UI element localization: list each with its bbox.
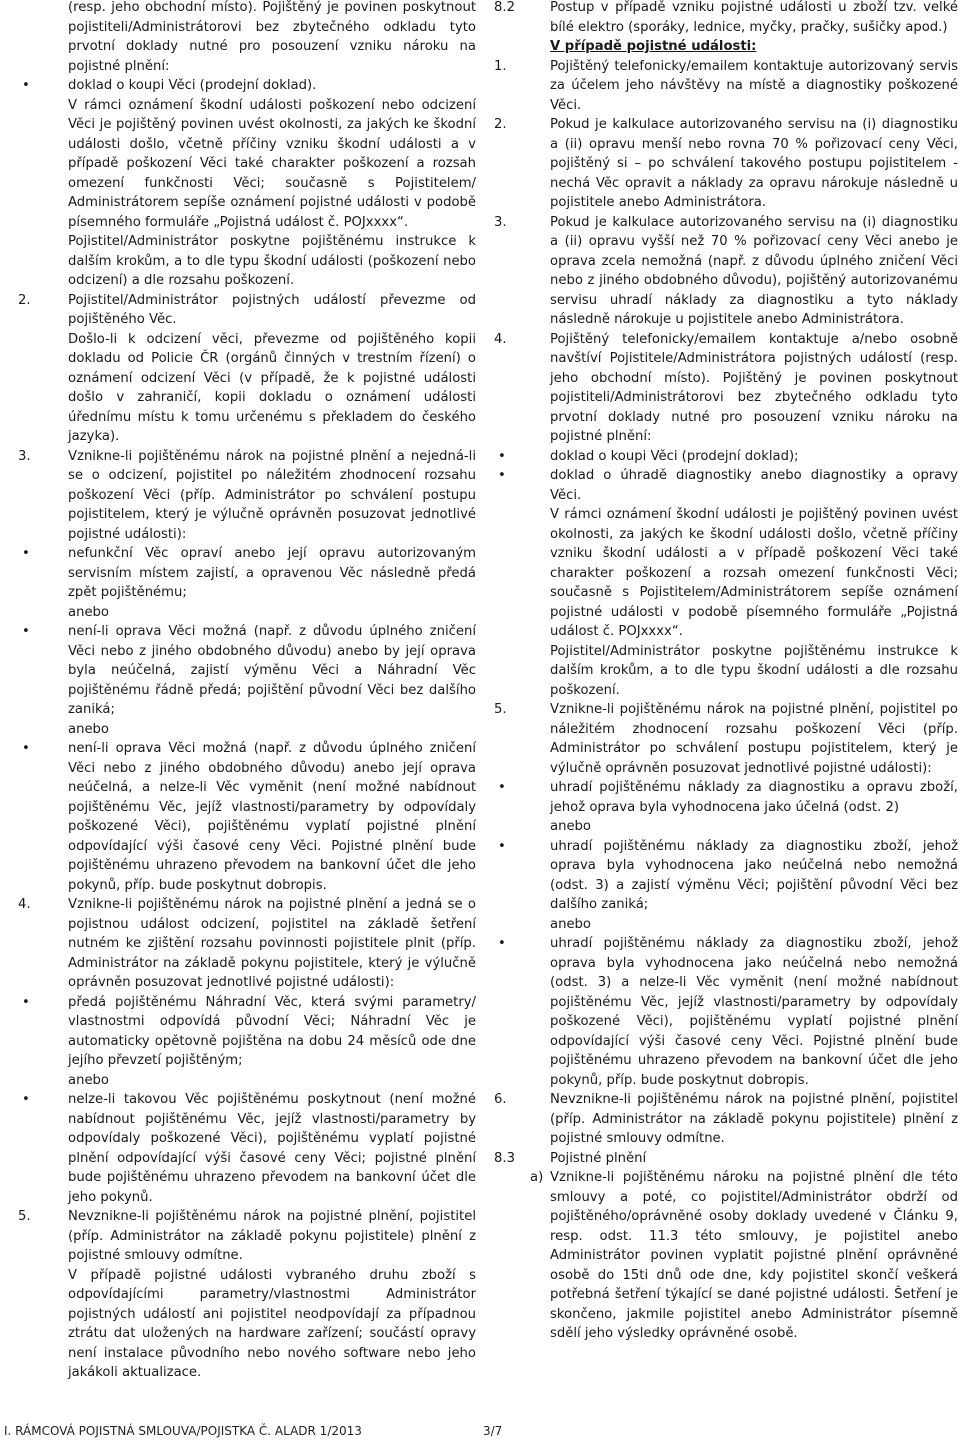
- item-text: Pojistné plnění: [550, 1150, 647, 1166]
- paragraph: [18, 0, 476, 76]
- bullet-marker: •: [498, 468, 506, 483]
- item-number: 8.2: [494, 0, 515, 15]
- numbered-item: [494, 115, 958, 213]
- left-column: [18, 0, 476, 1383]
- item-text: Pojištěný telefonicky/emailem kontaktuje autorizovaný servis za účelem jeho návštěvy na místě a diagnostiky poškozené Věci.: [550, 58, 958, 113]
- numbered-item: [18, 895, 476, 993]
- numbered-item: [494, 1090, 958, 1149]
- item-text: (resp. jeho obchodní místo). Pojištěný je povinen poskytnout pojistiteli/Administrátorovi bez zbytečného odkladu tyto prvotní doklady nutné pro posouzení vzniku nároku na pojistné plnění:: [68, 0, 476, 74]
- item-text: V rámci oznámení škodní události je pojištěný povinen uvést okolnosti, za jakých ke škodní události došlo, včetně příčiny vzniku škodní události a v případě poškození Věci také charakter poškození a rozsah omezení funkčnosti Věci; současně s Pojistitelem/Administrátorem sepíše oznámení pojistné události v podobě písemného formuláře „Pojistná událost č. POJxxxx“.: [550, 507, 958, 639]
- item-text: nelze-li takovou Věc pojištěnému poskytnout (není možné nabídnout pojištěnému Věc, jejíž vlastnosti/parametry by odpovídaly poškozené Věci), pojištěnému vyplatí pojistné plnění odpovídající výši časové ceny Věci; pojistné plnění bude pojištěnému uhrazeno převodem na bankovní účet dle jeho pokynů.: [68, 1092, 476, 1205]
- right-column: [494, 0, 958, 1344]
- item-text: anebo: [68, 1072, 109, 1088]
- section-subheading: V případě pojistné události:: [550, 39, 757, 54]
- numbered-item: [494, 1149, 958, 1169]
- item-text: není-li oprava Věci možná (např. z důvodu úplného zničení Věci nebo z jiného obdobného důvodu) anebo její oprava neúčelná, a nelze-li Věc vyměnit (není možné nabídnout pojištěnému Věc, jejíž vlastnosti/parametry by odpovídaly poškozené Věci), pojištěnému vyplatí pojistné plnění odpovídající výši časové ceny Věci. Pojistné plnění bude pojištěnému uhrazeno převodem na bankovní účet dle jeho pokynů, příp. bude poskytnut dobropis.: [68, 741, 476, 893]
- bullet-marker: •: [22, 78, 30, 93]
- numbered-item: [494, 57, 958, 116]
- item-number: 1.: [494, 58, 507, 74]
- item-text: V rámci oznámení škodní události poškození nebo odcizení Věci je pojištěný povinen uvést okolnosti, za jakých ke škodní události došlo, včetně příčiny vzniku škodní události a v případě poškození Věci také charakter poškození a rozsah omezení funkčnosti Věci; současně s Pojistitelem/ Administrátorem sepíše oznámení pojistné události v podobě písemného formuláře „Pojistná událost č. POJxxxx“.: [68, 97, 476, 230]
- footer-document-title: I. RÁMCOVÁ POJISTNÁ SMLOUVA/POJISTKA Č. ALADR 1/2013: [4, 1424, 362, 1438]
- bullet-marker: •: [22, 1092, 30, 1107]
- bullet-item: [494, 778, 958, 837]
- bullet-item: [18, 544, 476, 622]
- bullet-item: [18, 1090, 476, 1207]
- item-text: doklad o koupi Věci (prodejní doklad);: [550, 448, 799, 464]
- numbered-item: [18, 447, 476, 545]
- item-text: nefunkční Věc opraví anebo její opravu autorizovaným servisním místem zajistí, a opravenou Věc následně předá zpět pojištěnému;: [68, 546, 476, 600]
- bullet-marker: •: [22, 624, 30, 639]
- bullet-marker: •: [498, 780, 506, 795]
- item-text: Vznikne-li pojištěnému nárok na pojistné plnění a jedná se o pojistnou událost odcizení, pojistitel na základě šetření nutném ke zjištění rozsahu povinnosti pojistitele plnit (příp. Administrátor na základě pokynu pojistitele, který je výlučně oprávněn posuzovat jednotlivé pojistné události):: [68, 897, 476, 990]
- item-text: anebo: [550, 819, 591, 834]
- item-text: Pokud je kalkulace autorizovaného servisu na (i) diagnostiku a (ii) opravu menší nebo rovna 70 % pořizovací ceny Věci, pojištěný si – po schválení takového postupu pojistitelem - nechá Věc opravit a náklady za opravu nárokuje následně u pojistitele anebo Administrátora.: [550, 117, 958, 210]
- footer-page-number: 3/7: [483, 1424, 503, 1438]
- item-text: Vznikne-li pojištěnému nároku na pojistné plnění dle této smlouvy a poté, co pojistitel/Administrátor obdrží od pojištěného/oprávněné osoby doklady uvedené v Článku 9, resp. odst. 11.3 této smlouvy, je pojistitel anebo Administrátor povinen vyplatit pojistné plnění oprávněné osobě do 15ti dnů ode dne, kdy pojistitel skončí veškerá potřebná šetření týkající se dané pojistné události. Šetření je skončeno, jakmile pojistitel anebo Administrátor písemně sdělí jeho výsledky oprávněné osobě.: [550, 1170, 958, 1341]
- item-number: 4.: [494, 331, 507, 347]
- item-text: Pokud je kalkulace autorizovaného servisu na (i) diagnostiku a (ii) opravu vyšší než 70 % pořizovací ceny Věci anebo je oprava zcela nemožná (např. z důvodu úplného zničení Věci nebo z jiného obdobného důvodu), pojištěný autorizovanému servisu uhradí náklady za diagnostiku a tyto náklady následně nárokuje u pojistitele anebo Administrátora.: [550, 214, 958, 327]
- item-text: není-li oprava Věci možná (např. z důvodu úplného zničení Věci nebo z jiného obdobného důvodu) anebo by její oprava byla neúčelná, zajistí výměnu Věci a Náhradní Věc pojištěnému řádně předá; pojištění původní Věci bez dalšího zaniká;: [68, 624, 476, 717]
- item-number: 3.: [18, 448, 31, 464]
- item-number: 2.: [494, 117, 507, 132]
- bullet-item: [494, 934, 958, 1090]
- item-text: doklad o koupi Věci (prodejní doklad).: [68, 78, 317, 93]
- paragraph: [18, 96, 476, 291]
- item-number: 8.3: [494, 1150, 515, 1166]
- item-number: 3.: [494, 214, 507, 230]
- item-text: Vznikne-li pojištěnému nárok na pojistné plnění, pojistitel po náležitém zhodnocení rozsahu poškození Věci (příp. Administrátor po schválení postupu pojistitelem, který je výlučně oprávněn posuzovat jednotlivé pojistné události):: [550, 702, 958, 776]
- item-number: 6.: [494, 1092, 507, 1107]
- paragraph: [494, 505, 958, 700]
- item-number: a): [530, 1170, 544, 1185]
- item-text: předá pojištěnému Náhradní Věc, která svými parametry/ vlastnostmi odpovídá původní Věci; Náhradní Věc je automaticky opětovně pojištěna na dobu 24 měsíců ode dne jejího převzetí pojištěným;: [68, 994, 476, 1068]
- item-number: 2.: [18, 292, 31, 308]
- item-text: uhradí pojištěnému náklady za diagnostiku zboží, jehož oprava byla vyhodnocena jako neúčelná nebo nemožná (odst. 3) a nelze-li Věc vyměnit (není možné nabídnout pojištěnému Věc, jejíž vlastnosti/parametry by odpovídaly poškozené Věci), pojištěnému vyplatí pojistné plnění odpovídající výši časové ceny Věci. Pojistné plnění bude pojištěnému uhrazeno převodem na bankovní účet dle jeho pokynů, příp. bude poskytnut dobropis.: [550, 936, 958, 1088]
- bullet-item: [494, 837, 958, 935]
- item-text: Pojistitel/Administrátor poskytne pojištěnému instrukce k dalším krokům, a to dle typu škodní události a dle rozsahu poškození.: [550, 643, 958, 698]
- item-text: anebo: [550, 916, 591, 932]
- item-text: Pojistitel/Administrátor poskytne pojištěnému instrukce k dalším krokům, a to dle typu škodní události (poškození nebo odcizení) a dle rozsahu poškození.: [68, 234, 476, 288]
- paragraph: [494, 37, 958, 57]
- numbered-item: [494, 1168, 958, 1344]
- item-text: uhradí pojištěnému náklady za diagnostiku a opravu zboží, jehož oprava byla vyhodnocena jako účelná (odst. 2): [550, 780, 958, 815]
- bullet-item: [18, 76, 476, 96]
- item-text: Došlo-li k odcizení věci, převezme od pojištěného kopii dokladu od Policie ČR (orgánů činných v trestním řízení) o oznámení odcizení Věci (v případě, že k pojistné události došlo v zahraničí, kopii dokladu o oznámení události úřednímu místu k tomu určenému s překladem do českého jazyka).: [68, 331, 476, 444]
- bullet-marker: •: [22, 546, 30, 561]
- bullet-item: [18, 993, 476, 1091]
- numbered-item: [494, 213, 958, 330]
- item-number: 5.: [494, 702, 507, 717]
- item-text: Vznikne-li pojištěnému nárok na pojistné plnění a nejedná-li se o odcizení, pojistitel po náležitém zhodnocení rozsahu poškození Věci (příp. Administrátor po schválení postupu pojistitelem, který je výlučně oprávněn posuzovat jednotlivé pojistné události):: [68, 448, 476, 542]
- item-number: 4.: [18, 897, 31, 912]
- item-text: Postup v případě vzniku pojistné události u zboží tzv. velké bílé elektro (sporáky, lednice, myčky, pračky, sušičky apod.): [550, 0, 958, 35]
- numbered-item: [494, 330, 958, 447]
- bullet-marker: •: [22, 741, 30, 756]
- item-text: Nevznikne-li pojištěnému nárok na pojistné plnění, pojistitel (příp. Administrátor na základě pokynu pojistitele) plnění z pojistné smlouvy odmítne.: [68, 1209, 476, 1263]
- bullet-marker: •: [498, 448, 506, 464]
- item-text: anebo: [68, 721, 109, 737]
- item-text: uhradí pojištěnému náklady za diagnostiku zboží, jehož oprava byla vyhodnocena jako neúčelná nebo nemožná (odst. 3) a zajistí výměnu Věci; pojištění původní Věci bez dalšího zaniká;: [550, 838, 958, 912]
- item-number: 5.: [18, 1209, 31, 1224]
- item-text: doklad o úhradě diagnostiky anebo diagnostiky a opravy Věci.: [550, 468, 958, 503]
- bullet-item: [494, 447, 958, 467]
- bullet-item: [18, 622, 476, 739]
- numbered-item: [18, 1207, 476, 1383]
- bullet-marker: •: [498, 838, 506, 854]
- numbered-item: [18, 291, 476, 447]
- numbered-item: [494, 700, 958, 778]
- item-text: Pojištěný telefonicky/emailem kontaktuje a/nebo osobně navštíví Pojistitele/Administrátora pojistných událostí (resp. jeho obchodní místo). Pojištěný je povinen poskytnout pojistiteli/Administrátorovi bez zbytečného odkladu tyto prvotní doklady nutné pro posouzení vzniku nároku na pojistné plnění:: [550, 331, 958, 444]
- item-text: anebo: [68, 604, 109, 620]
- bullet-marker: •: [22, 994, 30, 1010]
- item-text: Nevznikne-li pojištěnému nárok na pojistné plnění, pojistitel (příp. Administrátor na základě pokynu pojistitele) plnění z pojistné smlouvy odmítne.: [550, 1092, 958, 1146]
- item-text: Pojistitel/Administrátor pojistných událostí převezme od pojištěného Věc.: [68, 292, 476, 327]
- bullet-marker: •: [498, 936, 506, 951]
- bullet-item: [18, 739, 476, 895]
- item-text: V případě pojistné události vybraného druhu zboží s odpovídajícími parametry/vlastnostmi Administrátor pojistných událostí ani pojistitel neodpovídají za případnou ztrátu dat uložených na hardware zařízení; součástí opravy není instalace původního nebo nového software nebo jeho jakákoli aktualizace.: [68, 1267, 476, 1380]
- numbered-item: [494, 0, 958, 37]
- bullet-item: [494, 466, 958, 505]
